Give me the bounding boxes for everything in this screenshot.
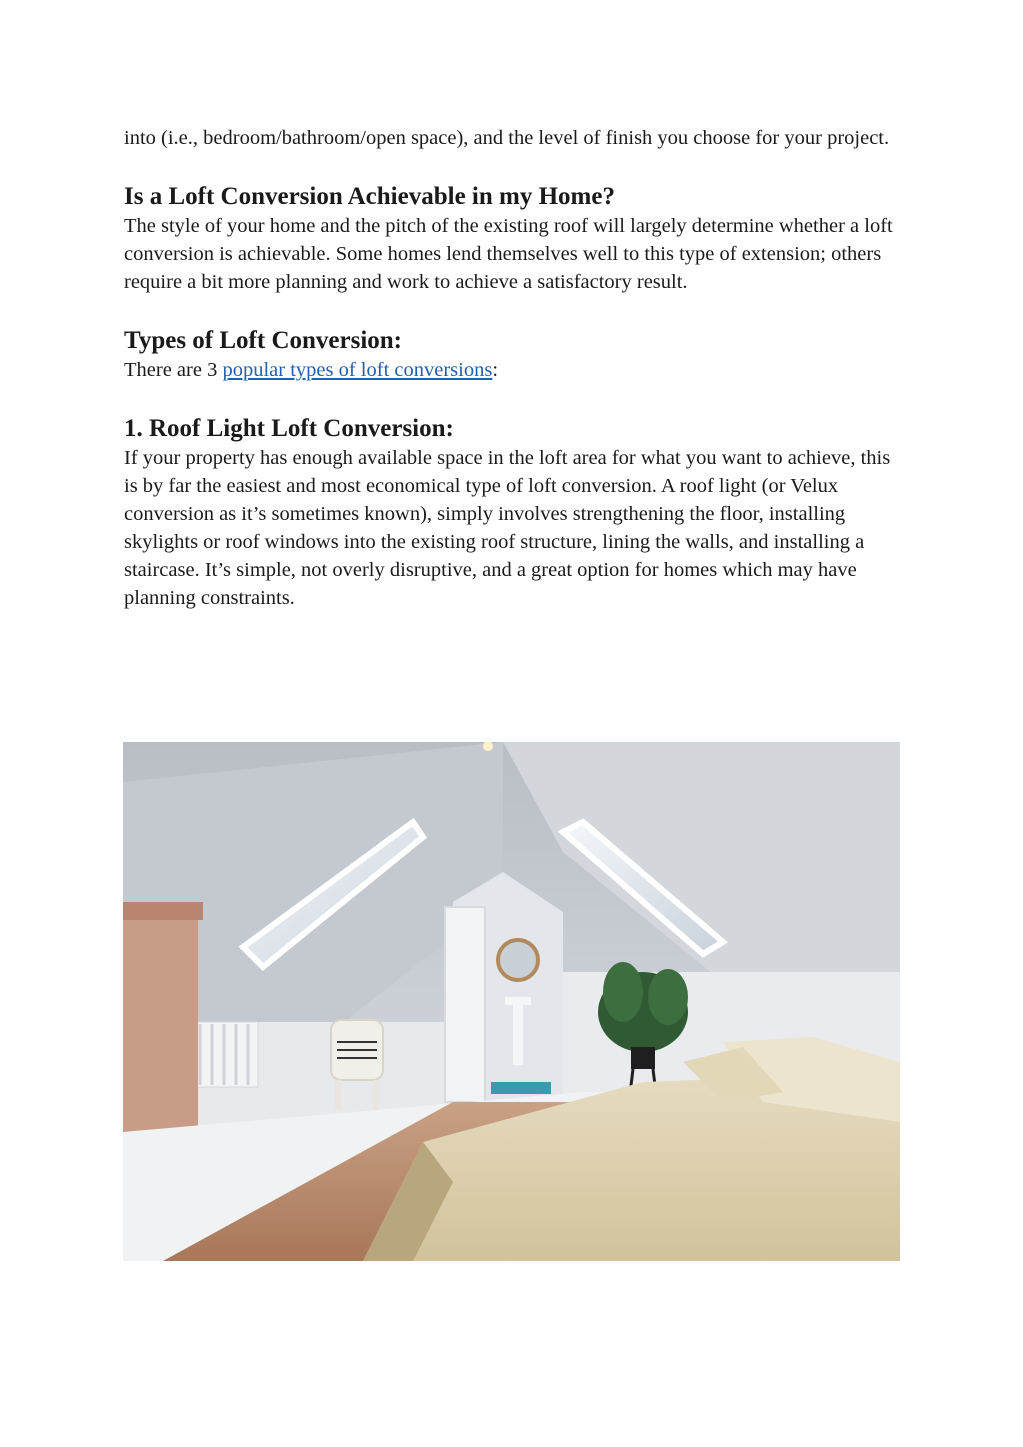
heading-roof-light: 1. Roof Light Loft Conversion: bbox=[124, 415, 454, 442]
banister-rail bbox=[123, 902, 203, 920]
heading-types: Types of Loft Conversion: bbox=[124, 327, 403, 354]
round-mirror bbox=[498, 940, 538, 980]
paragraph-types bbox=[124, 356, 900, 384]
popular-types-link[interactable]: popular types of loft conversions bbox=[222, 359, 493, 381]
basin-pedestal bbox=[513, 1005, 523, 1065]
document-page bbox=[124, 124, 900, 612]
paragraph-roof-light: If your property has enough available space in the loft area for what you want to achieve, this is by far the easiest and most economical type of loft conversion. A roof light (or Velux conversion as it’s sometimes known), simply involves strengthening the floor, installing skylights or roof windows into the existing roof structure, lining the walls, and installing a staircase. It’s simple, not overly disruptive, and a great option for homes which may have planning constraints. bbox=[124, 447, 891, 609]
bathroom-floor bbox=[491, 1082, 551, 1094]
heading-achievable: Is a Loft Conversion Achievable in my Home? bbox=[124, 183, 615, 210]
open-door bbox=[445, 907, 485, 1102]
types-text-prefix: There are 3 bbox=[124, 359, 223, 381]
types-text-suffix: : bbox=[492, 359, 499, 381]
loft-bedroom-photo bbox=[123, 742, 900, 1261]
paragraph-achievable: The style of your home and the pitch of the existing roof will largely determine whether a loft conversion is achievable. Some homes lend themselves well to this type of extension; others require a bit more planning and work to achieve a satisfactory result. bbox=[124, 215, 893, 293]
loft-bedroom-illustration bbox=[123, 742, 900, 1261]
basin bbox=[505, 997, 531, 1005]
intro-paragraph: into (i.e., bedroom/bathroom/open space), and the level of finish you choose for your project. bbox=[124, 127, 890, 149]
